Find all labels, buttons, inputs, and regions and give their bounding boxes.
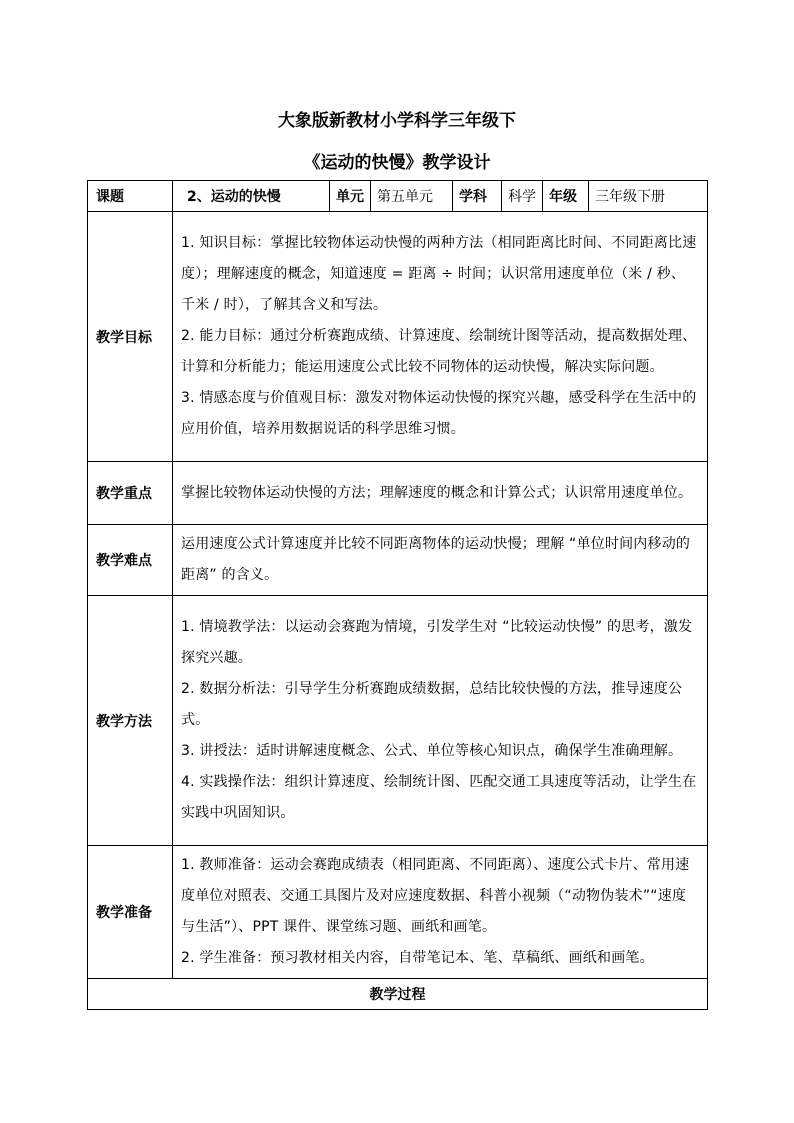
difficulties-label: 教学难点 [88,525,173,596]
subject-label: 学科 [453,181,502,212]
header-row [88,181,708,212]
goals-content [173,212,708,462]
process-row [88,979,708,1010]
grade-label: 年级 [543,181,589,212]
goals-row [88,212,708,462]
methods-item: 4. 实践操作法：组织计算速度、绘制统计图、匹配交通工具速度等活动，让学生在实践中巩固知识。 [181,774,697,821]
difficulties-text: 运用速度公式计算速度并比较不同距离物体的运动快慢；理解 “单位时间内移动的距离” 的含义。 [173,525,708,596]
methods-content [173,596,708,846]
unit-value: 第五单元 [371,181,453,212]
subject-value: 科学 [502,181,543,212]
goals-item: 3. 情感态度与价值观目标：激发对物体运动快慢的探究兴趣，感受科学在生活中的应用价值，培养用数据说话的科学思维习惯。 [181,390,697,437]
goals-label: 教学目标 [88,212,173,462]
preparation-row [88,846,708,979]
document-title: 大象版新教材小学科学三年级下 [278,111,516,131]
document-subtitle: 《运动的快慢》教学设计 [303,153,491,173]
goals-item: 2. 能力目标：通过分析赛跑成绩、计算速度、绘制统计图等活动，提高数据处理、计算和分析能力；能运用速度公式比较不同物体的运动快慢，解决实际问题。 [181,328,697,375]
preparation-item: 1. 教师准备：运动会赛跑成绩表（相同距离、不同距离）、速度公式卡片、常用速度单位对照表、交通工具图片及对应速度数据、科普小视频（“动物伪装术”“速度与生活”）、PPT 课件、课堂练习题、画纸和画笔。 [181,857,690,935]
methods-label: 教学方法 [88,596,173,846]
unit-label: 单元 [330,181,371,212]
methods-item: 1. 情境教学法：以运动会赛跑为情境，引发学生对 “比较运动快慢” 的思考，激发探究兴趣。 [181,619,693,666]
lesson-plan-table [87,180,708,1010]
lesson-value: 2、运动的快慢 [173,181,330,212]
goals-item: 1. 知识目标：掌握比较物体运动快慢的两种方法（相同距离比时间、不同距离比速度）；理解速度的概念，知道速度 = 距离 ÷ 时间；认识常用速度单位（米 / 秒、千米 / 时），了解其含义和写法。 [181,235,697,313]
methods-item: 3. 讲授法：适时讲解速度概念、公式、单位等核心知识点，确保学生准确理解。 [181,743,683,759]
key-points-label: 教学重点 [88,462,173,525]
key-points-text: 掌握比较物体运动快慢的方法；理解速度的概念和计算公式；认识常用速度单位。 [173,462,708,525]
preparation-label: 教学准备 [88,846,173,979]
preparation-content [173,846,708,979]
difficulties-row [88,525,708,596]
lesson-label: 课题 [88,181,173,212]
process-header: 教学过程 [88,979,708,1010]
methods-item: 2. 数据分析法：引导学生分析赛跑成绩数据，总结比较快慢的方法，推导速度公式。 [181,681,683,728]
preparation-item: 2. 学生准备：预习教材相关内容，自带笔记本、笔、草稿纸、画纸和画笔。 [181,950,654,966]
key-points-row [88,462,708,525]
grade-value: 三年级下册 [589,181,708,212]
methods-row [88,596,708,846]
